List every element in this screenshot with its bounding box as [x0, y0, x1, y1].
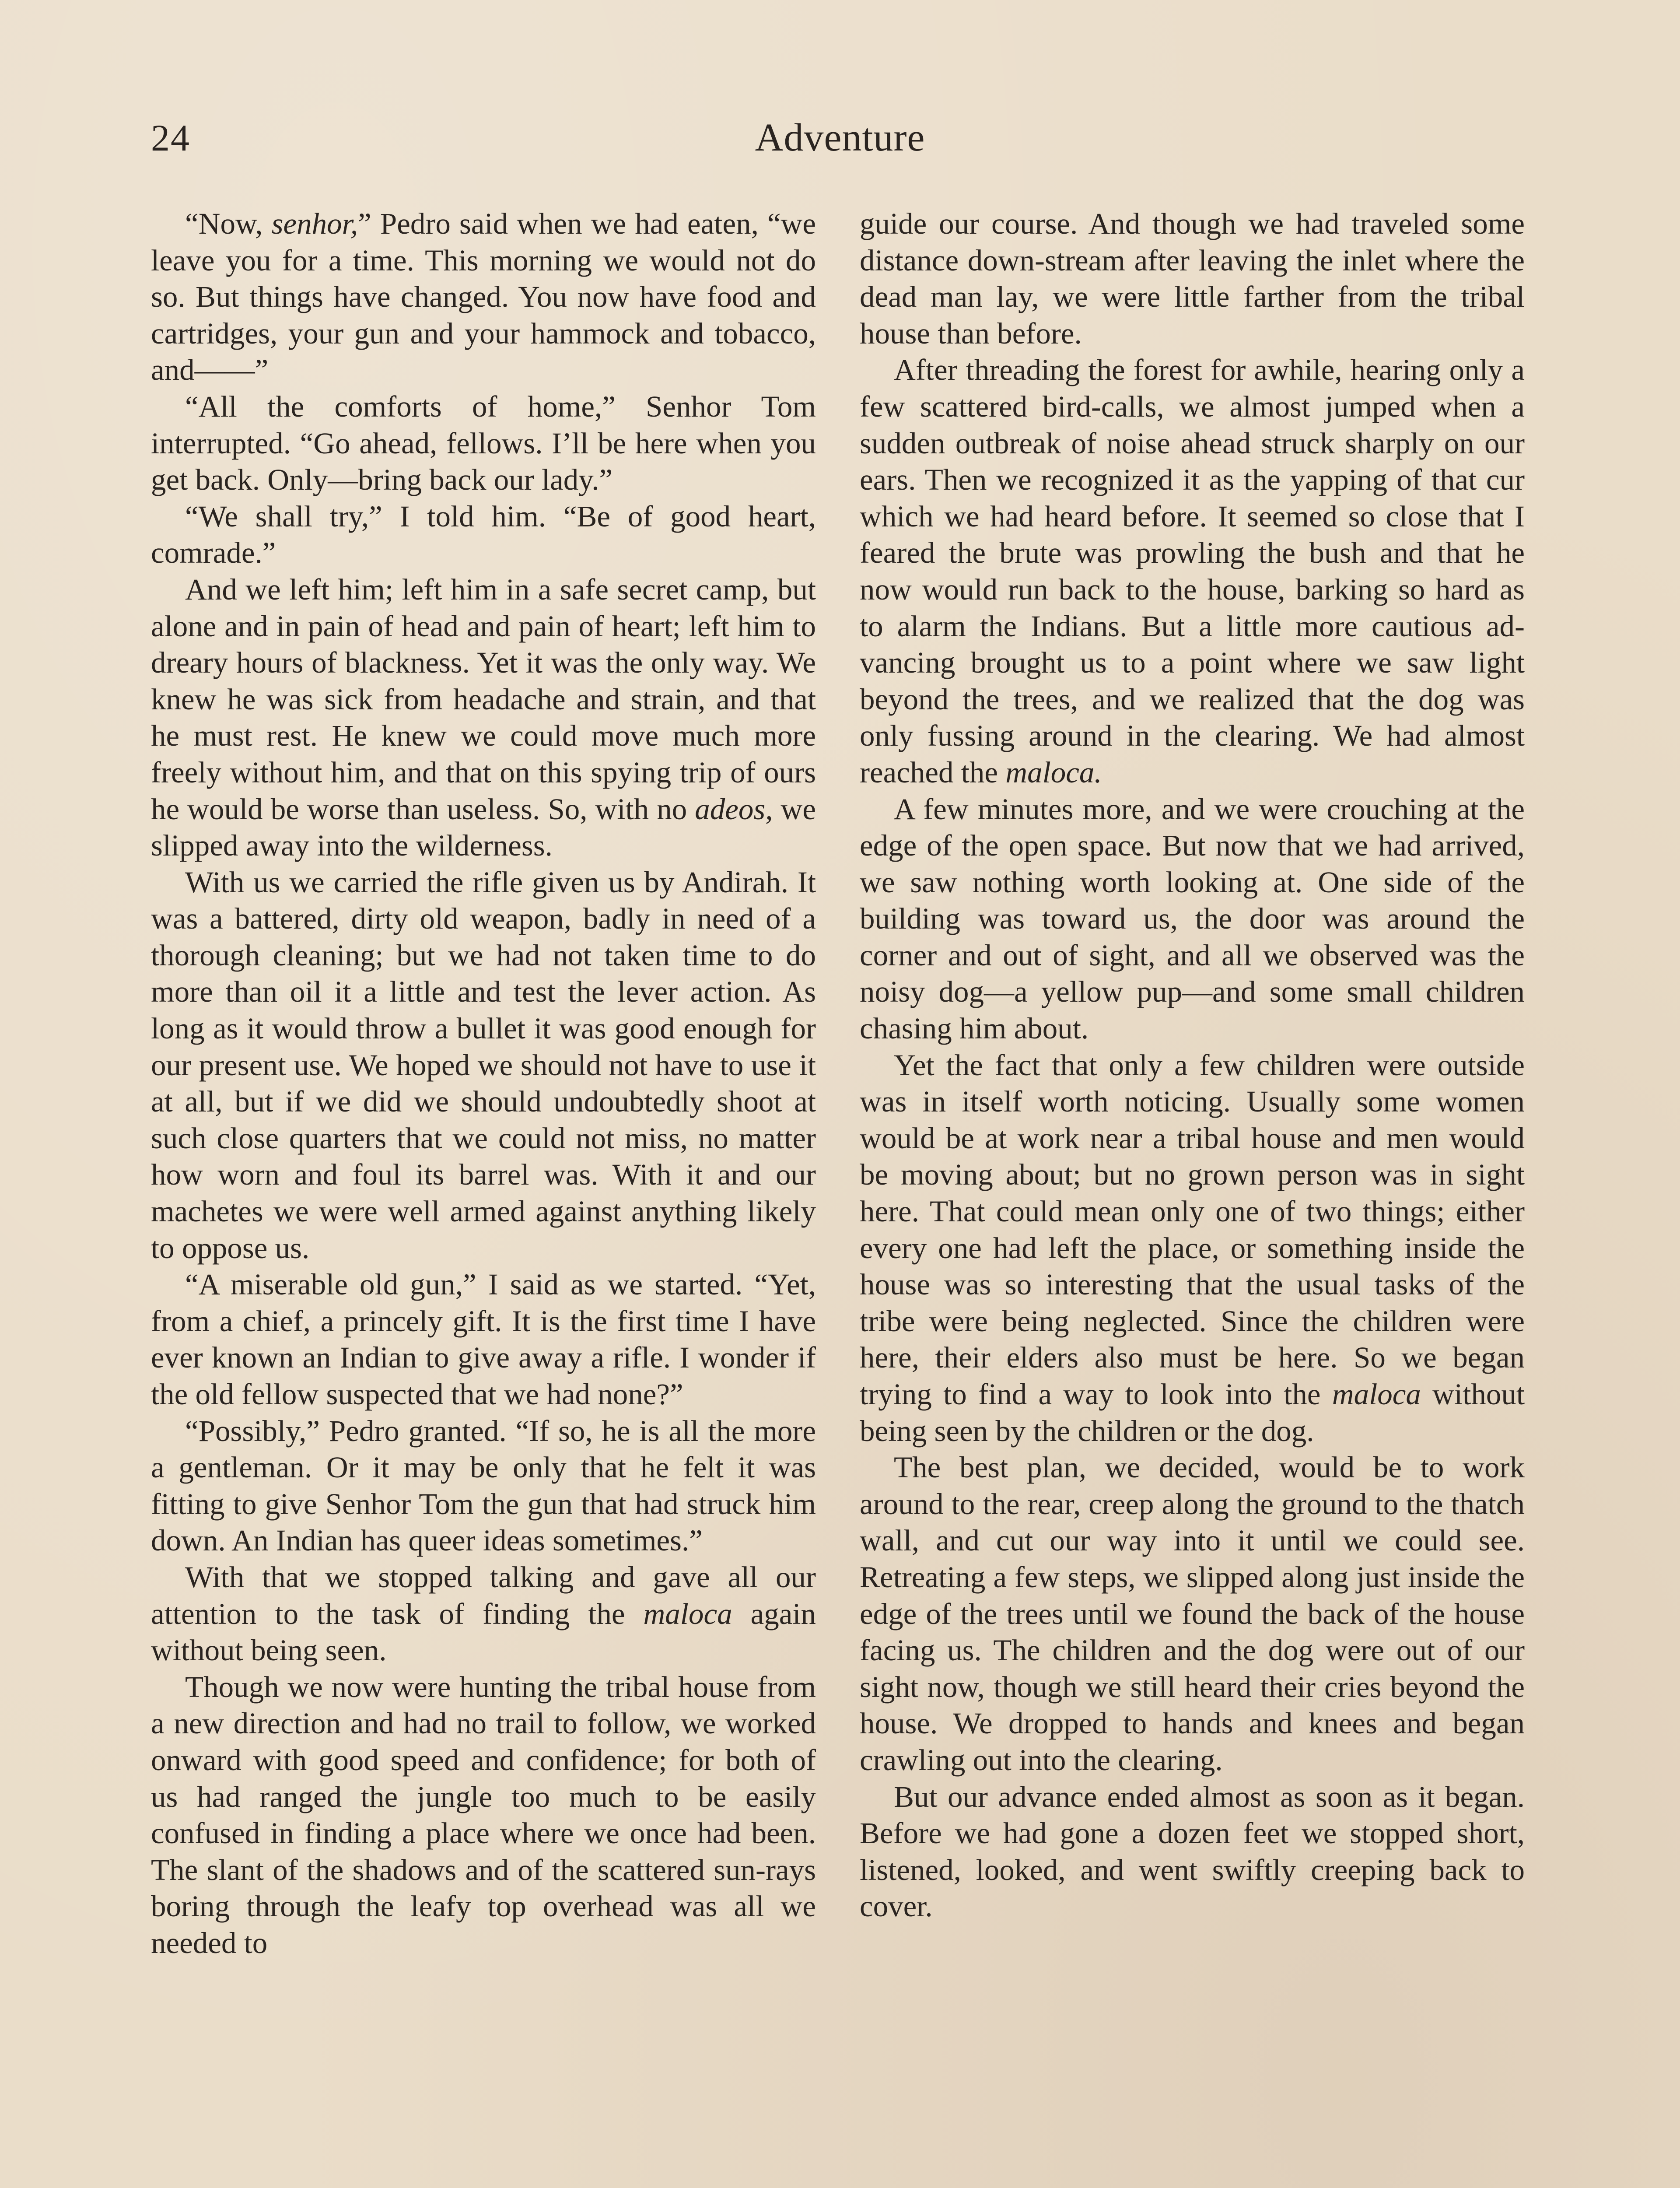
paragraph: “All the comforts of home,” Senhor Tom interrupted. “Go ahead, fellows. I’ll be here when you get back. Only—bring back our lady.” [151, 389, 816, 497]
running-head [151, 109, 1529, 166]
paragraph: And we left him; left him in a safe secret camp, but alone and in pain of head and pain of heart; left him to dreary hours of blackness. Yet it was the only way. We knew he was sick from headache and strain, and that he must rest. He knew we could move much more freely without him, and that on this spying trip of ours he would be worse than useless. So, with no adeos, we slipped away into the wilderness. [151, 572, 816, 863]
paragraph: A few minutes more, and we were crouching at the edge of the open space. But now that we had arrived, we saw nothing worth looking at. One side of the building was toward us, the door was around the corner and out of sight, and all we observed was the noisy dog—a yellow pup—and some small children chasing him about. [860, 792, 1525, 1045]
page-number: 24 [151, 117, 190, 159]
magazine-title: Adventure [755, 116, 925, 159]
paragraph: With us we carried the rifle given us by Andirah. It was a battered, dirty old weapon, badly in need of a thorough cleaning; but we had not taken time to do more than oil it a little and test the lever action. As long as it would throw a bullet it was good enough for our present use. We hoped we should not have to use it at all, but if we did we should undoubtedly shoot at such close quarters that we could not miss, no matter how worn and foul its barrel was. With it and our machetes we were well armed against anything likely to oppose us. [151, 865, 816, 1265]
paragraph: With that we stopped talking and gave all our attention to the task of finding the maloca again without being seen. [151, 1560, 816, 1667]
left-column [151, 206, 816, 1962]
paragraph: Yet the fact that only a few children were outside was in itself worth noticing. Usually some women would be at work near a tribal house and men would be moving about; but no grown person was in sight here. That could mean only one of two things; either every one had left the place, or something inside the house was so interesting that the usual tasks of the tribe were being neglected. Since the children were here, their elders also must be here. So we began trying to find a way to look into the maloca without being seen by the children or the dog. [860, 1048, 1525, 1448]
paragraph: “Now, senhor,” Pedro said when we had eaten, “we leave you for a time. This morning we would not do so. But things have changed. You now have food and cartridges, your gun and your hammock and tobacco, and——” [151, 207, 816, 387]
paragraph: But our advance ended almost as soon as it began. Before we had gone a dozen feet we stopped short, listened, looked, and went swiftly creeping back to cover. [860, 1780, 1525, 1923]
paragraph: “A miserable old gun,” I said as we started. “Yet, from a chief, a princely gift. It is the first time I have ever known an Indian to give away a rifle. I wonder if the old fellow suspected that we had none?” [151, 1268, 816, 1411]
right-column [860, 206, 1525, 1925]
paragraph: The best plan, we decided, would be to work around to the rear, creep along the ground to the thatch wall, and cut our way into it until we could see. Retreating a few steps, we slipped along just inside the edge of the trees until we found the back of the house facing us. The children and the dog were out of our sight now, though we still heard their cries beyond the house. We dropped to hands and knees and began crawling out into the clearing. [860, 1451, 1525, 1777]
paragraph-continued: guide our course. And though we had traveled some distance down-stream after leaving the inlet where the dead man lay, we were little farther from the tribal house than before. [860, 207, 1525, 350]
paragraph: “We shall try,” I told him. “Be of good heart, comrade.” [151, 499, 816, 570]
paragraph: “Possibly,” Pedro granted. “If so, he is all the more a gentleman. Or it may be only that he felt it was fitting to give Senhor Tom the gun that had struck him down. An Indian has queer ideas sometimes.” [151, 1414, 816, 1557]
paragraph: After threading the forest for awhile, hearing only a few scattered bird-calls, we almost jumped when a sudden outbreak of noise ahead struck sharply on our ears. Then we recognized it as the yapping of that cur which we had heard before. It seemed so close that I feared the brute was prowling the bush and that he now would run back to the house, barking so hard as to alarm the Indians. But a little more cautious advancing brought us to a point where we saw light beyond the trees, and we realized that the dog was only fussing around in the clearing. We had almost reached the maloca. [860, 353, 1525, 789]
paragraph: Though we now were hunting the tribal house from a new direction and had no trail to follow, we worked onward with good speed and confidence; for both of us had ranged the jungle too much to be easily confused in finding a place where we once had been. The slant of the shadows and of the scattered sun-rays boring through the leafy top overhead was all we needed to [151, 1670, 816, 1960]
